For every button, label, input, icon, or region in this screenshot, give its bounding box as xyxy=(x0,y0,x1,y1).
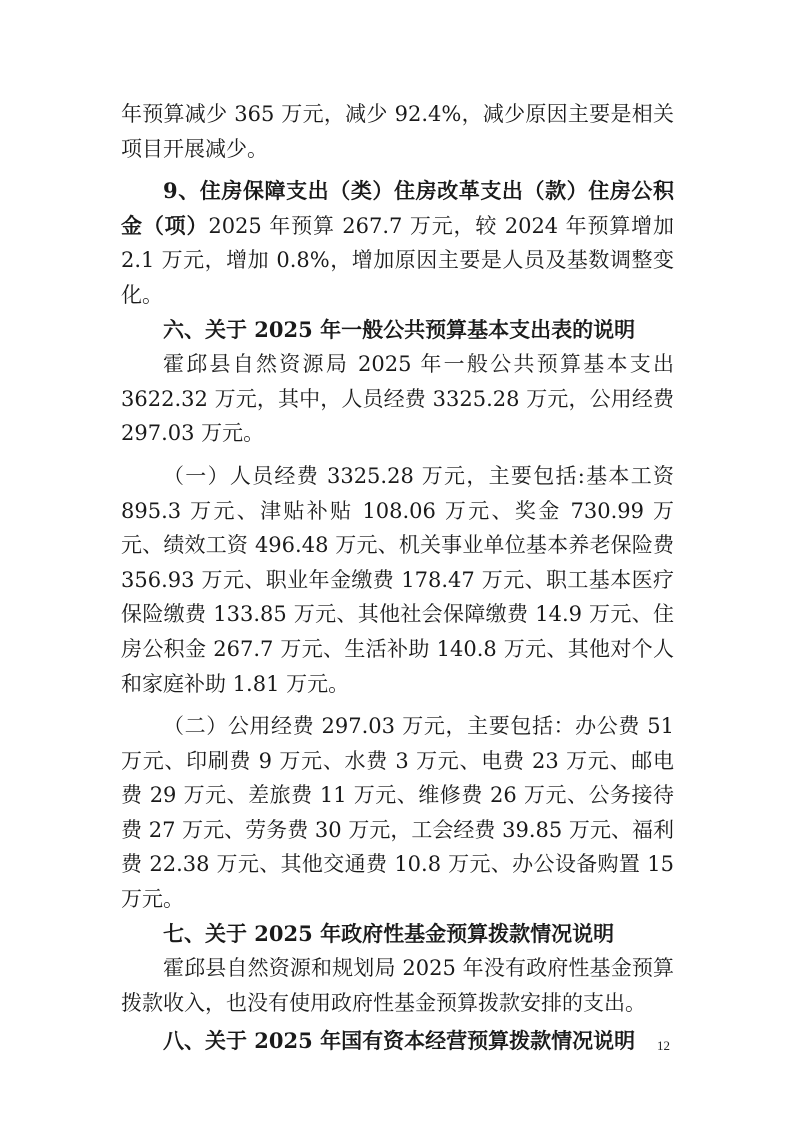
page-number: 12 xyxy=(657,1038,670,1053)
body-text xyxy=(121,97,674,1059)
paragraph-2-body: 2025 年预算 267.7 万元，较 2024 年预算增加 2.1 万元，增加 0.8%，增加原因主要是人员及基数调整变化。 xyxy=(121,213,674,307)
section-heading-8: 八、关于 2025 年国有资本经营预算拨款情况说明 xyxy=(163,1028,636,1054)
paragraph-2 xyxy=(121,174,674,312)
paragraph-1: 年预算减少 365 万元，减少 92.4%，减少原因主要是相关项目开展减少。 xyxy=(121,102,674,161)
paragraph-public-costs: （二）公用经费 297.03 万元，主要包括：办公费 51 万元、印刷费 9 万元、水费 3 万元、电费 23 万元、邮电费 29 万元、差旅费 11 万元、维修费 26 万元、公务接待费 27 万元、劳务费 30 万元，工会经费 39.85 万元、福利费 22.38 万元、其他交通费 10.8 万元、办公设备购置 15 万元。 xyxy=(121,714,674,912)
paragraph-basic-expenditure: 霍邱县自然资源局 2025 年一般公共预算基本支出 3622.32 万元，其中，人员经费 3325.28 万元，公用经费 297.03 万元。 xyxy=(121,352,674,446)
section-heading-housing: 9、住房保障支出（类）住房改革支出（款）住房公积金（项） xyxy=(121,178,674,238)
section-heading-6: 六、关于 2025 年一般公共预算基本支出表的说明 xyxy=(163,316,636,342)
paragraph-personnel-costs: （一）人员经费 3325.28 万元，主要包括:基本工资 895.3 万元、津贴补贴 108.06 万元、奖金 730.99 万元、绩效工资 496.48 万元、机关事业单位基本养老保险费 356.93 万元、职业年金缴费 178.47 万元、职工基本医疗保险缴费 133.85 万元、其他社会保障缴费 14.9 万元、住房公积金 267.7 万元、生活补助 140.8 万元、其他对个人和家庭补助 1.81 万元。 xyxy=(121,463,674,696)
paragraph-gov-fund: 霍邱县自然资源和规划局 2025 年没有政府性基金预算拨款收入，也没有使用政府性基金预算拨款安排的支出。 xyxy=(121,956,674,1015)
section-heading-7: 七、关于 2025 年政府性基金预算拨款情况说明 xyxy=(163,920,615,946)
